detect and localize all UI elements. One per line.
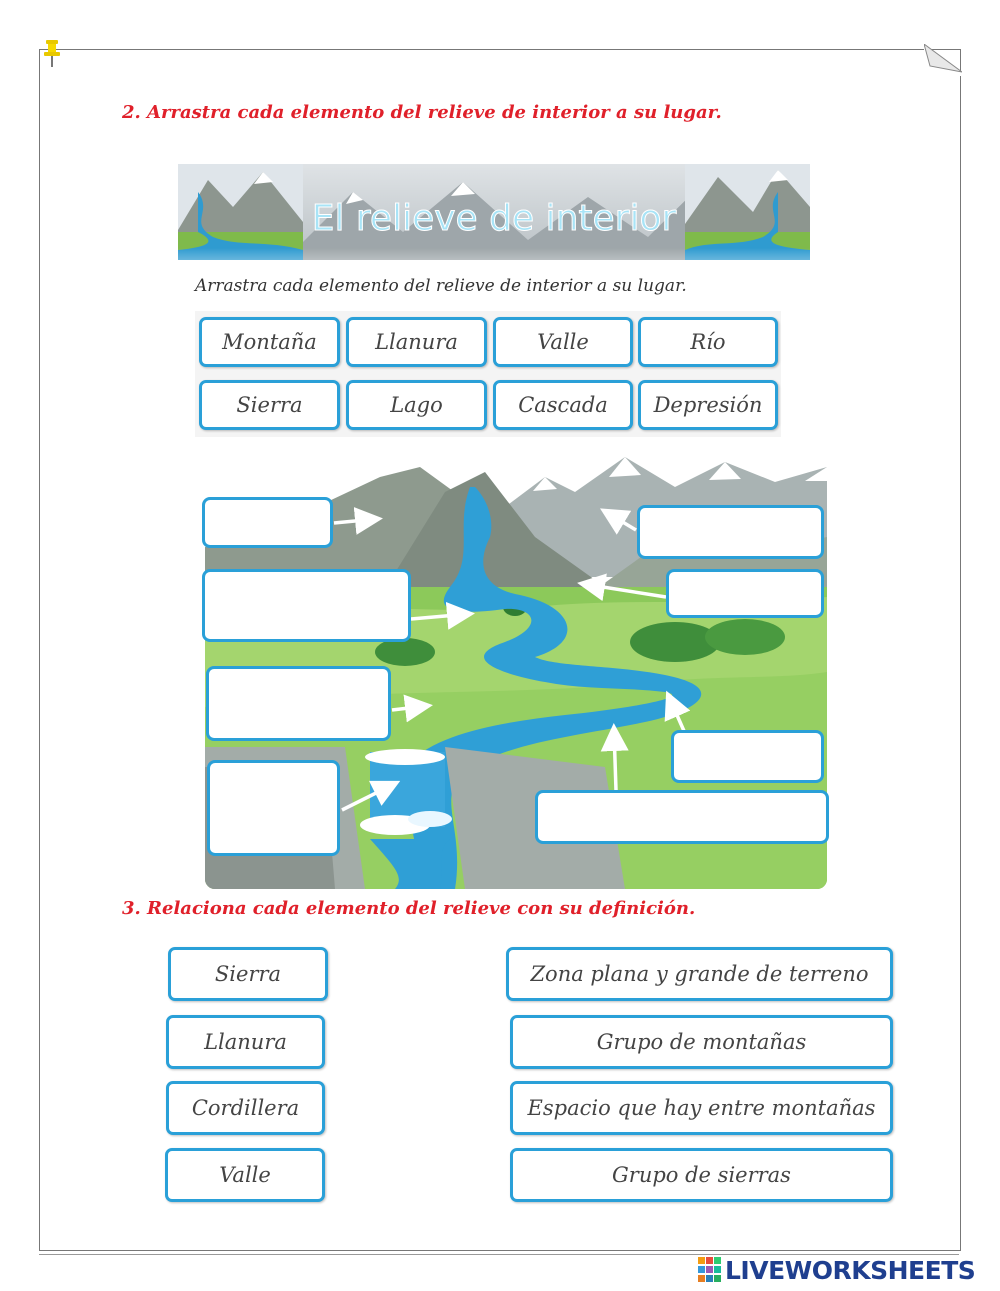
word-tile-depresion[interactable]: Depresión — [638, 380, 778, 430]
word-tile-montana[interactable]: Montaña — [199, 317, 340, 367]
banner — [178, 152, 810, 292]
liveworksheets-logo[interactable] — [698, 1255, 975, 1285]
drop-zone-3[interactable] — [206, 666, 391, 741]
match-term-cordillera[interactable]: Cordillera — [166, 1081, 325, 1135]
drop-zone-6[interactable] — [666, 569, 824, 618]
match-definition-2[interactable]: Grupo de montañas — [510, 1015, 893, 1069]
match-term-sierra[interactable]: Sierra — [168, 947, 328, 1001]
drop-zone-2[interactable] — [202, 569, 411, 642]
section-2-heading: 2. Arrastra cada elemento del relieve de interior a su lugar. — [122, 102, 722, 123]
page-fold-icon — [924, 44, 962, 76]
word-tile-rio[interactable]: Río — [638, 317, 778, 367]
banner-instruction: Arrastra cada elemento del relieve de interior a su lugar. — [195, 276, 687, 296]
drop-zone-1[interactable] — [202, 497, 333, 548]
match-term-llanura[interactable]: Llanura — [166, 1015, 325, 1069]
drop-zone-5[interactable] — [637, 505, 824, 559]
word-tile-cascada[interactable]: Cascada — [493, 380, 633, 430]
logo-text: LIVEWORKSHEETS — [725, 1255, 976, 1285]
banner-title: El relieve de interior — [311, 198, 677, 239]
word-tile-llanura[interactable]: Llanura — [346, 317, 487, 367]
pushpin-icon — [42, 40, 62, 68]
match-term-valle[interactable]: Valle — [165, 1148, 325, 1202]
match-definition-4[interactable]: Grupo de sierras — [510, 1148, 893, 1202]
liveworksheets-logo-icon — [698, 1257, 722, 1283]
drop-zone-8[interactable] — [535, 790, 829, 844]
match-definition-3[interactable]: Espacio que hay entre montañas — [510, 1081, 893, 1135]
section-3-heading: 3. Relaciona cada elemento del relieve con su definición. — [122, 898, 696, 919]
drop-zone-7[interactable] — [671, 730, 824, 783]
match-definition-1[interactable]: Zona plana y grande de terreno — [506, 947, 893, 1001]
drop-zone-4[interactable] — [207, 760, 340, 856]
word-tile-sierra[interactable]: Sierra — [199, 380, 340, 430]
word-tile-lago[interactable]: Lago — [346, 380, 487, 430]
word-tile-valle[interactable]: Valle — [493, 317, 633, 367]
